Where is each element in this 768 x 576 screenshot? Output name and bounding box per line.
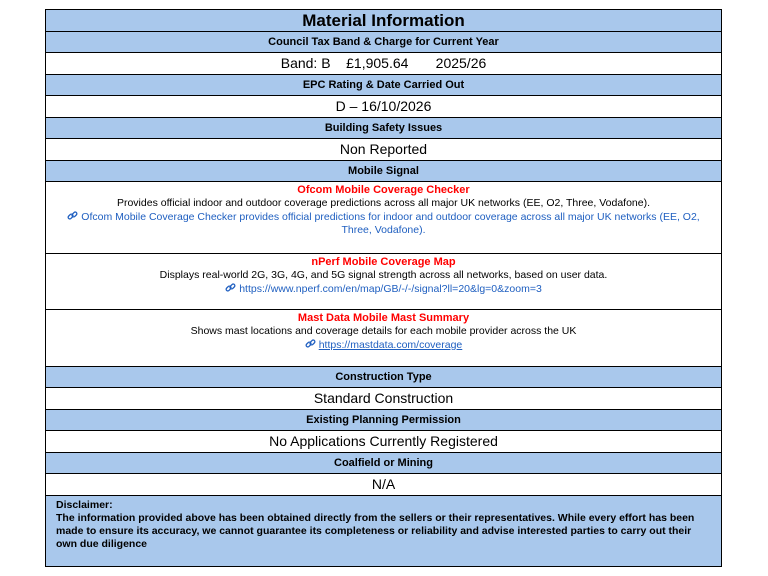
mobile-signal-header: Mobile Signal — [45, 160, 722, 181]
council-tax-value — [45, 52, 722, 74]
provider-mastdata — [45, 309, 722, 366]
provider-nperf — [45, 253, 722, 309]
provider-description: Shows mast locations and coverage details for each mobile provider across the UK — [190, 325, 577, 337]
provider-description: Provides official indoor and outdoor coverage predictions across all major UK networks (EE, O2, Three, Vodafone). — [116, 197, 651, 209]
council-tax-charge: £1,905.64 — [346, 55, 409, 71]
planning-header: Existing Planning Permission — [45, 409, 722, 430]
provider-description: Displays real-world 2G, 3G, 4G, and 5G signal strength across all networks, based on user data. — [159, 269, 608, 281]
provider-ofcom — [45, 181, 722, 253]
council-tax-header: Council Tax Band & Charge for Current Year — [45, 31, 722, 52]
construction-value: Standard Construction — [45, 387, 722, 409]
provider-name: Ofcom Mobile Coverage Checker — [297, 184, 470, 196]
link-icon — [67, 210, 78, 221]
epc-header: EPC Rating & Date Carried Out — [45, 74, 722, 95]
building-safety-header: Building Safety Issues — [45, 117, 722, 138]
provider-link[interactable] — [52, 210, 715, 237]
provider-name: Mast Data Mobile Mast Summary — [297, 312, 470, 324]
provider-link[interactable] — [52, 338, 715, 352]
building-safety-value: Non Reported — [45, 138, 722, 160]
council-tax-year: 2025/26 — [435, 55, 487, 71]
link-icon — [225, 282, 236, 293]
material-information-table — [45, 9, 722, 567]
page-title: Material Information — [45, 9, 722, 31]
disclaimer — [45, 495, 722, 567]
planning-value: No Applications Currently Registered — [45, 430, 722, 452]
provider-link[interactable] — [52, 282, 715, 296]
disclaimer-label: Disclaimer: — [56, 499, 113, 511]
coalfield-header: Coalfield or Mining — [45, 452, 722, 473]
link-icon — [305, 338, 316, 349]
provider-link-text[interactable]: Ofcom Mobile Coverage Checker provides official predictions for indoor and outdoor coverage across all major UK networks (EE, O2, Three, Vodafone). — [81, 211, 700, 236]
coalfield-value: N/A — [45, 473, 722, 495]
disclaimer-text: The information provided above has been obtained directly from the sellers or their representatives. While every effort has been made to ensure its accuracy, we cannot guarantee its completeness or reliability and advise interested parties to carry out their own due diligence — [56, 512, 695, 550]
provider-link-text[interactable]: https://www.nperf.com/en/map/GB/-/-/signal?ll=20&lg=0&zoom=3 — [239, 283, 542, 295]
epc-value: D – 16/10/2026 — [45, 95, 722, 117]
provider-link-text[interactable]: https://mastdata.com/coverage — [318, 339, 463, 351]
council-tax-band: Band: B — [280, 55, 331, 71]
provider-name: nPerf Mobile Coverage Map — [311, 256, 456, 268]
construction-header: Construction Type — [45, 366, 722, 387]
